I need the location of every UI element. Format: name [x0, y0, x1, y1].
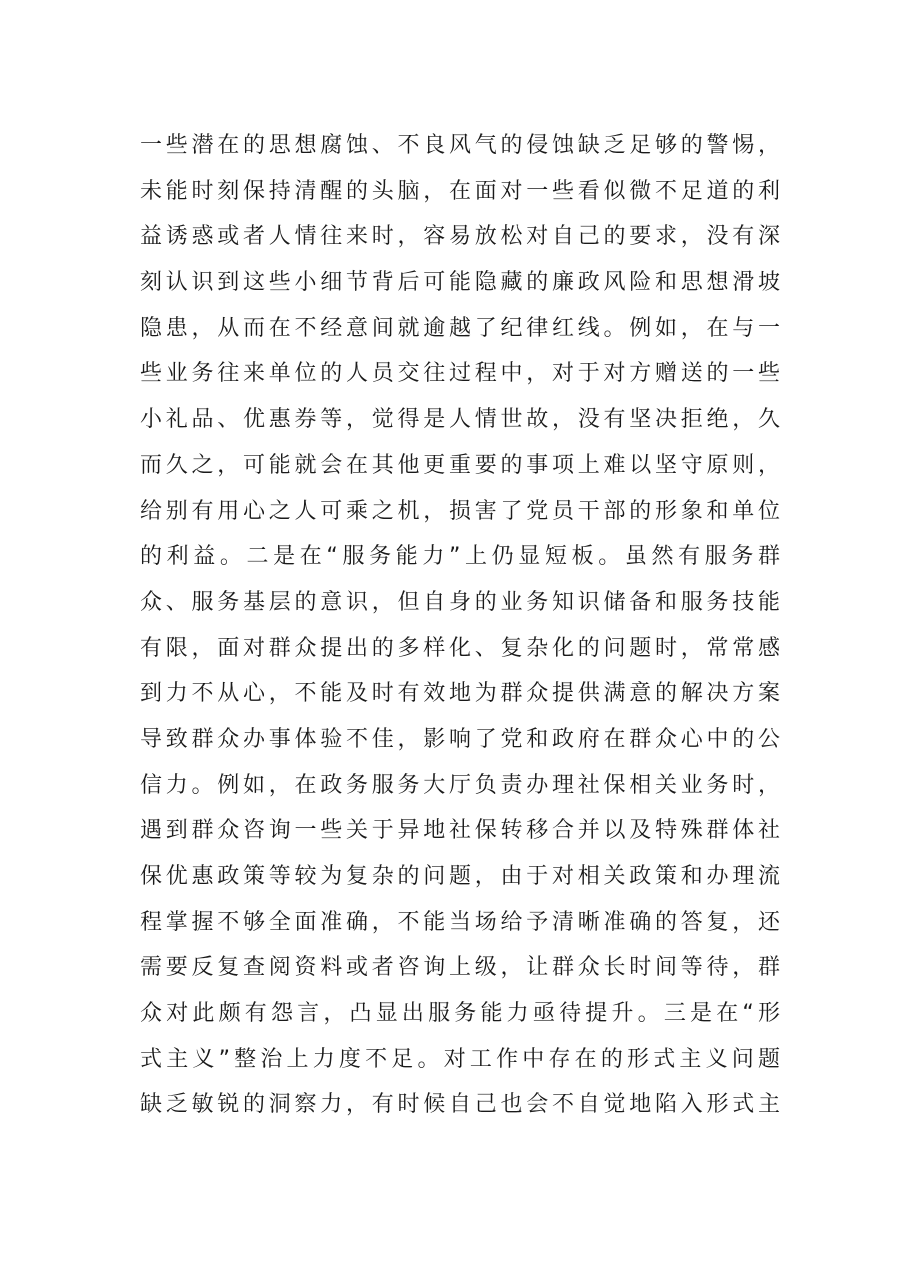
text-line: 众对此颇有怨言，凸显出服务能力亟待提升。三是在“形 — [140, 1001, 780, 1027]
text-line: 的利益。二是在“服务能力”上仍显短板。虽然有服务群 — [140, 544, 780, 570]
text-line: 小礼品、优惠券等，觉得是人情世故，没有坚决拒绝，久 — [140, 407, 780, 433]
text-line: 益诱惑或者人情往来时，容易放松对自己的要求，没有深 — [140, 224, 780, 250]
text-line: 需要反复查阅资料或者咨询上级，让群众长时间等待，群 — [140, 955, 780, 981]
text-line: 遇到群众咨询一些关于异地社保转移合并以及特殊群体社 — [140, 818, 780, 844]
text-line: 导致群众办事体验不佳，影响了党和政府在群众心中的公 — [140, 726, 780, 752]
text-line: 缺乏敏锐的洞察力，有时候自己也会不自觉地陷入形式主 — [140, 1092, 780, 1118]
text-line: 刻认识到这些小细节背后可能隐藏的廉政风险和思想滑坡 — [140, 270, 780, 296]
text-line: 隐患，从而在不经意间就逾越了纪律红线。例如，在与一 — [140, 315, 780, 341]
text-line: 些业务往来单位的人员交往过程中，对于对方赠送的一些 — [140, 361, 780, 387]
text-line: 而久之，可能就会在其他更重要的事项上难以坚守原则， — [140, 452, 780, 478]
text-line: 保优惠政策等较为复杂的问题，由于对相关政策和办理流 — [140, 864, 780, 889]
text-line: 一些潜在的思想腐蚀、不良风气的侵蚀缺乏足够的警惕， — [140, 133, 780, 158]
text-line: 到力不从心，不能及时有效地为群众提供满意的解决方案 — [140, 681, 780, 707]
text-line: 程掌握不够全面准确，不能当场给予清晰准确的答复，还 — [140, 909, 780, 935]
text-line: 给别有用心之人可乘之机，损害了党员干部的形象和单位 — [140, 498, 780, 524]
text-line: 式主义”整治上力度不足。对工作中存在的形式主义问题 — [140, 1046, 780, 1072]
text-line: 众、服务基层的意识，但自身的业务知识储备和服务技能 — [140, 589, 780, 615]
text-line: 未能时刻保持清醒的头脑，在面对一些看似微不足道的利 — [140, 178, 780, 204]
body-text — [140, 123, 780, 1128]
text-line: 信力。例如，在政务服务大厅负责办理社保相关业务时， — [140, 772, 780, 798]
text-line: 有限，面对群众提出的多样化、复杂化的问题时，常常感 — [140, 635, 780, 661]
